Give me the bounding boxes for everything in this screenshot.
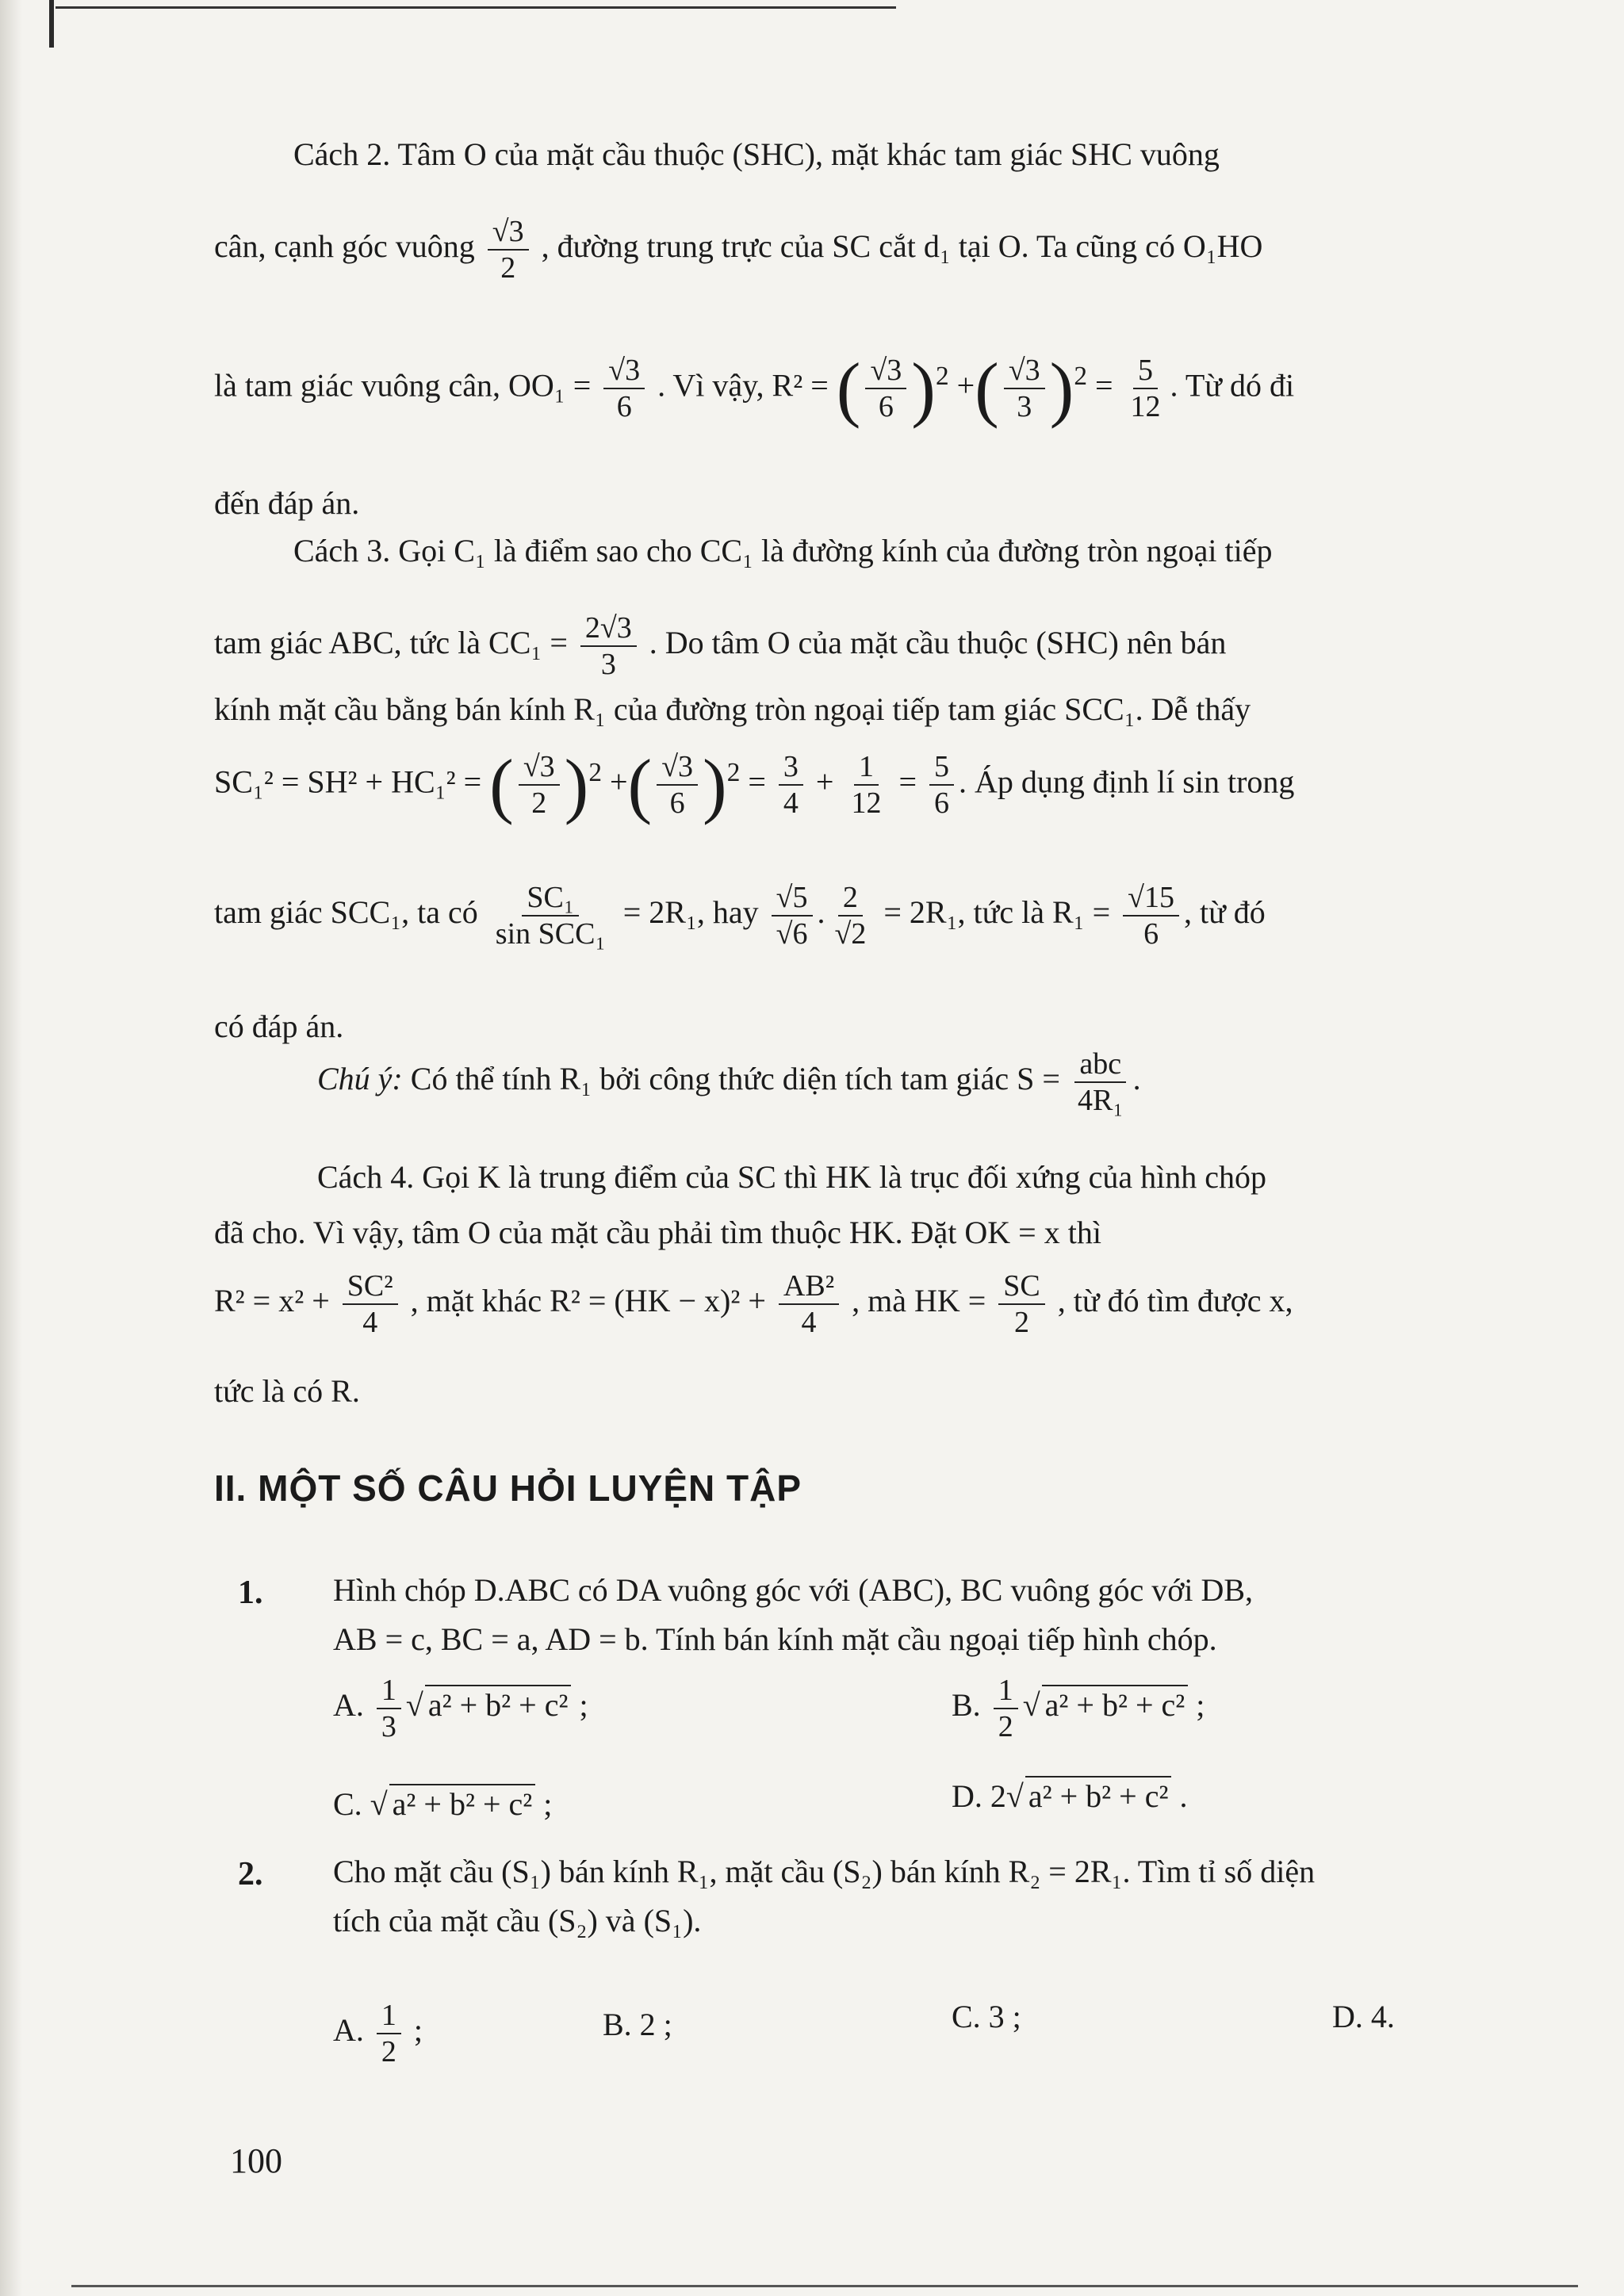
cach3-line4: SC₁² = SH² + HC₁² = ( $\frac{√3}{2}$ )$^2$ +( $\frac{√3}{6}$ )$^2$ = $\frac{3}{4}$ + $\frac{1}{12}$ = $\frac{5}{6}$ . Áp dụng định lí sin trong xyxy=(214,744,1295,826)
denominator: 4R₁ xyxy=(1077,1084,1124,1117)
text: , từ đó tìm được x, xyxy=(1057,1283,1293,1319)
radicand: a² + b² + c² xyxy=(1025,1776,1172,1815)
question-number: 2. xyxy=(238,1856,263,1892)
math-paren: ) xyxy=(703,744,727,826)
text: Có thể tính R₁ bởi công thức diện tích tam giác S = xyxy=(410,1061,1060,1097)
option-a[interactable]: A. $\frac{1}{3}$ √ a² + b² + c² ; xyxy=(333,1674,588,1743)
denominator: 4 xyxy=(362,1306,378,1339)
cach3-line6: có đáp án. xyxy=(214,1008,344,1044)
question-number: 1. xyxy=(238,1575,263,1611)
numerator: √3 xyxy=(1004,353,1045,389)
denominator: 2 xyxy=(998,1710,1013,1743)
denominator: 4 xyxy=(783,786,799,821)
numerator: √3 xyxy=(519,749,560,786)
fraction xyxy=(1123,880,1179,951)
math-paren: ( xyxy=(489,744,514,826)
text: , mà HK = xyxy=(852,1283,986,1319)
text: R² = x² + xyxy=(214,1283,330,1319)
option-label: A. xyxy=(333,2012,364,2049)
fraction xyxy=(779,749,803,821)
numerator: abc xyxy=(1074,1047,1126,1083)
option-c[interactable]: C. √ a² + b² + c² ; xyxy=(333,1784,552,1823)
numerator: 5 xyxy=(1133,353,1158,389)
text: , từ đó xyxy=(1184,894,1266,931)
denominator: 6 xyxy=(616,390,632,424)
text: , đường trung trực của SC cắt d₁ tại O. Ta cũng có O₁HO xyxy=(541,228,1263,265)
math-paren: ( xyxy=(836,348,861,430)
text: tích của mặt cầu (S₂) và (S₁). xyxy=(333,1903,702,1938)
option-c[interactable]: C. 3 ; xyxy=(952,1999,1021,2034)
bottom-rule xyxy=(71,2285,1578,2287)
numerator: AB² xyxy=(779,1269,839,1305)
fraction xyxy=(519,749,560,821)
page-number: 100 xyxy=(230,2141,282,2180)
note-label: Chú ý: xyxy=(317,1061,403,1097)
radicand: a² + b² + c² xyxy=(425,1685,572,1724)
fraction xyxy=(1004,353,1045,424)
option-label: D. xyxy=(952,1778,982,1814)
note-line: Chú ý: Có thể tính R₁ bởi công thức diện tích tam giác S = $\frac{\text{abc}}{\text{4R₁}}$ . xyxy=(317,1047,1141,1117)
numerator: √3 xyxy=(657,749,698,786)
denominator: 3 xyxy=(381,1710,396,1743)
denominator: 6 xyxy=(934,786,950,821)
fraction xyxy=(377,1998,401,2069)
denominator: 2 xyxy=(500,251,516,285)
text: , mặt khác R² = (HK − x)² + xyxy=(410,1283,766,1319)
cach2-line3: là tam giác vuông cân, OO₁ = $\frac{√3}{6}$ . Vì vậy, R² = ( $\frac{√3}{6}$ )$^2$ +( $\frac{√3}{3}$ )$^2$ = $\frac{5}{12}$ . Từ dó đi xyxy=(214,348,1295,430)
fraction xyxy=(830,880,871,951)
text: . Vì vậy, R² = xyxy=(657,367,829,404)
fraction xyxy=(998,1269,1044,1340)
numerator: √3 xyxy=(603,353,645,389)
text: Áp dụng định lí sin trong xyxy=(975,763,1295,800)
denominator: √6 xyxy=(776,917,808,951)
cach2-line4: đến đáp án. xyxy=(214,485,360,521)
fraction xyxy=(603,353,645,424)
question-2-text xyxy=(333,1847,1586,1946)
fraction xyxy=(657,749,698,821)
math-paren: ( xyxy=(627,744,653,826)
numerator: 2√3 xyxy=(580,610,637,647)
left-corner-mark xyxy=(49,0,54,48)
denominator: 3 xyxy=(600,648,616,681)
numerator: 1 xyxy=(377,1673,401,1709)
denominator: 12 xyxy=(851,786,882,821)
numerator: 1 xyxy=(854,749,879,786)
math-paren: ) xyxy=(1049,348,1074,430)
cach4-line4: tức là có R. xyxy=(214,1373,360,1409)
denominator: 2 xyxy=(531,786,547,821)
fraction xyxy=(491,880,611,951)
denominator: 12 xyxy=(1130,390,1161,424)
text: = 2R₁, hay xyxy=(622,894,759,931)
numerator: √3 xyxy=(865,353,906,389)
option-label: B. xyxy=(952,1687,981,1724)
numerator: SC² xyxy=(343,1269,398,1305)
section-heading: II. MỘT SỐ CÂU HỎI LUYỆN TẬP xyxy=(214,1468,802,1509)
option-d[interactable]: D. 2√ a² + b² + c² . xyxy=(952,1776,1187,1815)
text: Cho mặt cầu (S₁) bán kính R₁, mặt cầu (S₂) bán kính R₂ = 2R₁. Tìm tỉ số diện xyxy=(333,1854,1316,1889)
option-d[interactable]: D. 4. xyxy=(1332,1999,1395,2034)
math-paren: ) xyxy=(911,348,936,430)
cach3-line2 xyxy=(214,610,1562,682)
numerator: 2 xyxy=(838,880,863,916)
question-1-text xyxy=(333,1566,1586,1664)
fraction xyxy=(488,214,529,285)
fraction xyxy=(772,880,813,951)
text: Hình chóp D.ABC có DA vuông góc với (ABC), BC vuông góc với DB, xyxy=(333,1572,1254,1608)
cach3-line3: kính mặt cầu bằng bán kính R₁ của đường tròn ngoại tiếp tam giác SCC₁. Dễ thấy xyxy=(214,691,1251,727)
numerator: SC₁ xyxy=(522,880,579,916)
numerator: 3 xyxy=(779,749,803,786)
numerator: 1 xyxy=(994,1673,1018,1709)
denominator: √2 xyxy=(834,917,867,951)
fraction xyxy=(846,749,886,821)
text: . Do tâm O của mặt cầu thuộc (SHC) nên bán xyxy=(649,625,1227,661)
option-a[interactable]: A. $\frac{1}{2}$ ; xyxy=(333,1999,423,2068)
denominator: 3 xyxy=(1017,390,1032,424)
denominator: 2 xyxy=(381,2035,396,2068)
text: cân, cạnh góc vuông xyxy=(214,228,475,265)
math-paren: ( xyxy=(975,348,999,430)
cach3-line5: tam giác SCC₁, ta có $\frac{\text{SC₁}}{\text{sin SCC₁}}$ = 2R₁, hay $\frac{√5}{√6}$ . $\frac{2}{√2}$ = 2R₁, tức là R₁ = $\frac{√15}{6}$ , từ đó xyxy=(214,881,1266,951)
fraction xyxy=(994,1673,1018,1744)
cach2-line1: Cách 2. Tâm O của mặt cầu thuộc (SHC), mặt khác tam giác SHC vuông xyxy=(293,136,1220,172)
denominator: 2 xyxy=(1014,1306,1030,1339)
text: là tam giác vuông cân, OO₁ = xyxy=(214,367,592,404)
denominator: sin SCC₁ xyxy=(495,917,606,951)
denominator: 6 xyxy=(878,390,894,424)
text: Từ dó đi xyxy=(1185,367,1295,404)
text: = 2R₁, tức là R₁ = xyxy=(883,894,1111,931)
numerator: √15 xyxy=(1123,880,1179,916)
denominator: 6 xyxy=(1143,917,1159,951)
radicand: a² + b² + c² xyxy=(1042,1685,1189,1724)
numerator: √3 xyxy=(488,214,529,251)
fraction xyxy=(865,353,906,424)
option-b[interactable]: B. $\frac{1}{2}$ √ a² + b² + c² ; xyxy=(952,1674,1205,1743)
cach4-line1: Cách 4. Gọi K là trung điểm của SC thì HK là trục đối xứng của hình chóp xyxy=(317,1159,1267,1195)
option-label: A. xyxy=(333,1687,364,1724)
math-paren: ) xyxy=(564,744,589,826)
text: AB = c, BC = a, AD = b. Tính bán kính mặt cầu ngoại tiếp hình chóp. xyxy=(333,1621,1217,1657)
text: tam giác ABC, tức là CC₁ = xyxy=(214,625,568,661)
fraction xyxy=(343,1269,398,1340)
scan-shadow xyxy=(0,0,22,2296)
denominator: 4 xyxy=(801,1306,817,1339)
cach4-line3 xyxy=(214,1269,1562,1340)
top-rule xyxy=(56,6,896,9)
cach4-line2: đã cho. Vì vậy, tâm O của mặt cầu phải tìm thuộc HK. Đặt OK = x thì xyxy=(214,1215,1101,1250)
numerator: SC xyxy=(998,1269,1044,1305)
numerator: 1 xyxy=(377,1998,401,2034)
denominator: 6 xyxy=(669,786,685,821)
fraction xyxy=(929,749,954,821)
cach3-line1: Cách 3. Gọi C₁ là điểm sao cho CC₁ là đường kính của đường tròn ngoại tiếp xyxy=(293,533,1273,568)
fraction xyxy=(1073,1047,1128,1118)
fraction xyxy=(779,1269,839,1340)
option-label: C. xyxy=(333,1786,362,1822)
fraction xyxy=(377,1673,401,1744)
numerator: 5 xyxy=(929,749,954,786)
option-b[interactable]: B. 2 ; xyxy=(603,2007,672,2042)
numerator: √5 xyxy=(772,880,813,916)
fraction xyxy=(580,610,637,682)
radicand: a² + b² + c² xyxy=(389,1784,536,1823)
text: SC₁² = SH² + HC₁² = xyxy=(214,763,482,800)
fraction xyxy=(1126,353,1166,424)
text: tam giác SCC₁, ta có xyxy=(214,894,478,931)
cach2-line2 xyxy=(214,214,1562,285)
